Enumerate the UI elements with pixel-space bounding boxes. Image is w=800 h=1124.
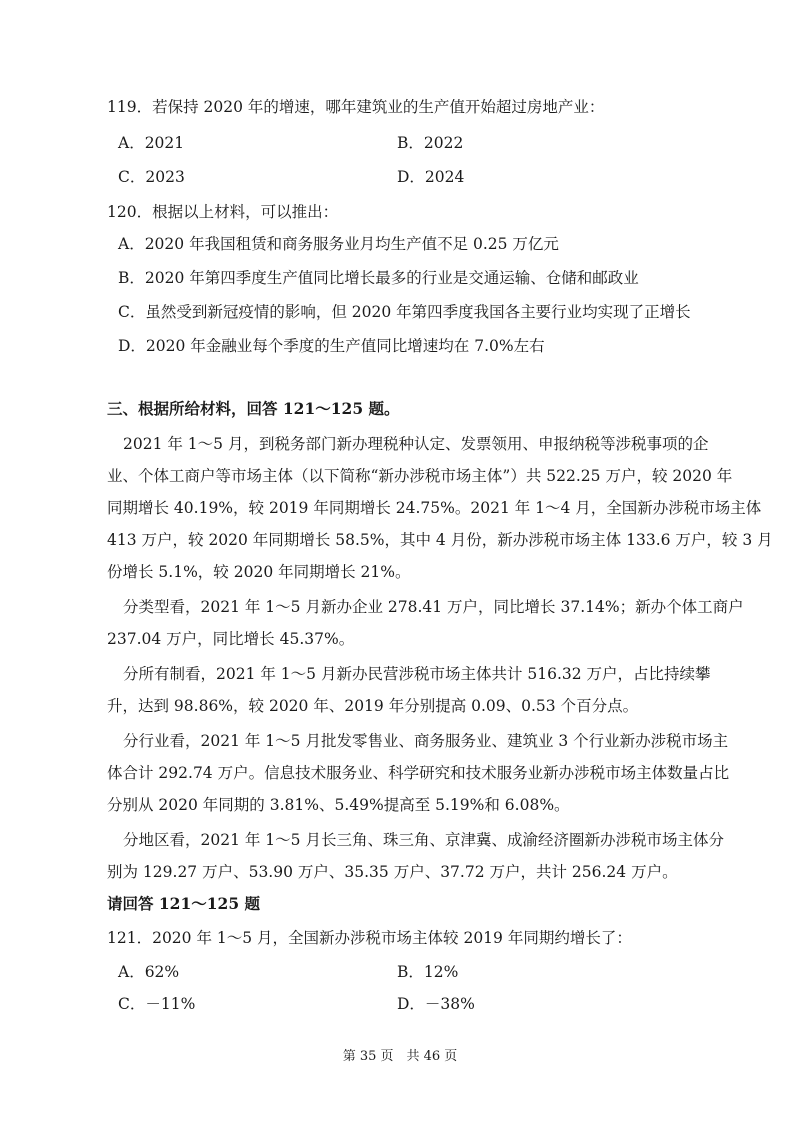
question-121-option-a: A．62% xyxy=(118,963,180,981)
question-119-option-c: C．2023 xyxy=(118,168,185,186)
paragraph-line: 别为 129.27 万户、53.90 万户、35.35 万户、37.72 万户，共计 256.24 万户。 xyxy=(107,863,678,881)
question-119-stem: 119．若保持 2020 年的增速，哪年建筑业的生产值开始超过房地产业： xyxy=(107,98,605,116)
paragraph-line: 同期增长 40.19%，较 2019 年同期增长 24.75%。2021 年 1～4 月，全国新办涉税市场主体 xyxy=(107,499,762,517)
question-121-option-d: D．－38% xyxy=(397,995,475,1013)
paragraph-line: 分类型看，2021 年 1～5 月新办企业 278.41 万户，同比增长 37.14%；新办个体工商户 xyxy=(123,598,744,616)
paragraph-line: 分行业看，2021 年 1～5 月批发零售业、商务服务业、建筑业 3 个行业新办涉税市场主 xyxy=(123,732,729,750)
paragraph-line: 业、个体工商户等市场主体（以下简称“新办涉税市场主体”）共 522.25 万户，较 2020 年 xyxy=(107,467,733,485)
question-121-option-c: C．－11% xyxy=(118,995,196,1013)
paragraph-line: 2021 年 1～5 月，到税务部门新办理税种认定、发票领用、申报纳税等涉税事项的企 xyxy=(123,435,709,453)
answer-prompt: 请回答 121～125 题 xyxy=(107,894,261,913)
question-120-option-d: D．2020 年金融业每个季度的生产值同比增速均在 7.0%左右 xyxy=(118,337,545,355)
question-120-option-a: A．2020 年我国租赁和商务服务业月均生产值不足 0.25 万亿元 xyxy=(118,235,559,253)
paragraph-line: 分所有制看，2021 年 1～5 月新办民营涉税市场主体共计 516.32 万户，占比持续攀 xyxy=(123,665,711,683)
question-120-stem: 120．根据以上材料，可以推出： xyxy=(107,203,339,221)
question-119-option-b: B．2022 xyxy=(397,134,464,152)
question-121-option-b: B．12% xyxy=(397,963,459,981)
question-121-stem: 121．2020 年 1～5 月，全国新办涉税市场主体较 2019 年同期约增长了： xyxy=(107,929,632,947)
paragraph-line: 分地区看，2021 年 1～5 月长三角、珠三角、京津冀、成渝经济圈新办涉税市场主体分 xyxy=(123,831,724,849)
question-120-option-c: C．虽然受到新冠疫情的影响，但 2020 年第四季度我国各主要行业均实现了正增长 xyxy=(118,303,691,321)
paragraph-line: 体合计 292.74 万户。信息技术服务业、科学研究和技术服务业新办涉税市场主体数量占比 xyxy=(107,764,730,782)
paragraph-line: 237.04 万户，同比增长 45.37%。 xyxy=(107,630,355,648)
paragraph-line: 升，达到 98.86%，较 2020 年、2019 年分别提高 0.09、0.53 个百分点。 xyxy=(107,697,639,715)
question-120-option-b: B．2020 年第四季度生产值同比增长最多的行业是交通运输、仓储和邮政业 xyxy=(118,269,639,287)
paragraph-line: 413 万户，较 2020 年同期增长 58.5%，其中 4 月份，新办涉税市场主体 133.6 万户，较 3 月 xyxy=(107,531,773,549)
paragraph-line: 份增长 5.1%，较 2020 年同期增长 21%。 xyxy=(107,563,411,581)
section-heading: 三、根据所给材料，回答 121～125 题。 xyxy=(107,399,400,418)
question-119-option-d: D．2024 xyxy=(397,168,465,186)
page-footer: 第 35 页 共 46 页 xyxy=(342,1049,458,1064)
question-119-option-a: A．2021 xyxy=(118,134,185,152)
paragraph-line: 分别从 2020 年同期的 3.81%、5.49%提高至 5.19%和 6.08%。 xyxy=(107,796,570,814)
